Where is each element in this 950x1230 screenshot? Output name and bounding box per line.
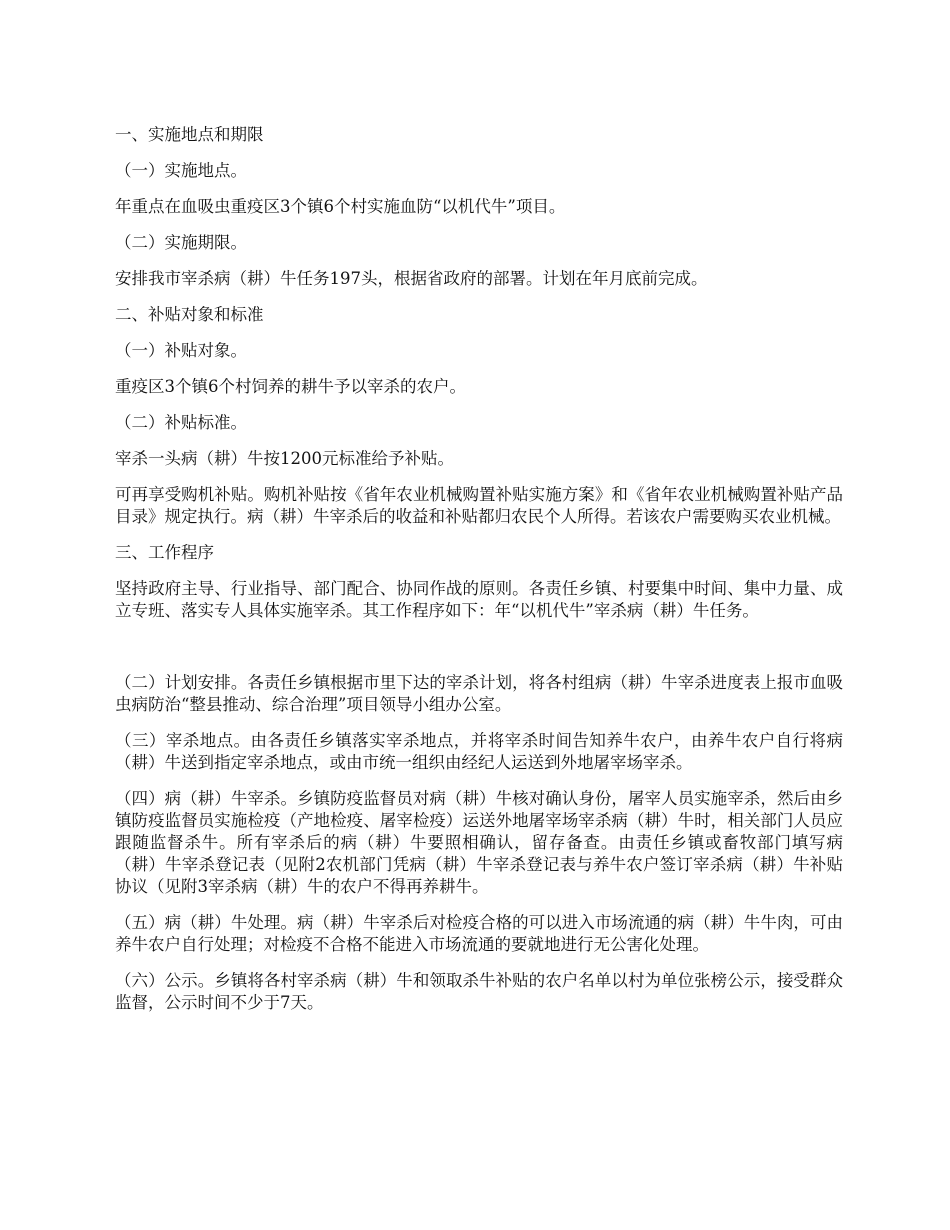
paragraph: （四）病（耕）牛宰杀。乡镇防疫监督员对病（耕）牛核对确认身份，屠宰人员实施宰杀，然后由乡镇防疫监督员实施检疫（产地检疫、屠宰检疫）运送外地屠宰场宰杀病（耕）牛时，相关部门人员应跟随监督杀牛。所有宰杀后的病（耕）牛要照相确认，留存备查。由责任乡镇或畜牧部门填写病（耕）牛宰杀登记表（见附2农机部门凭病（耕）牛宰杀登记表与养牛农户签订宰杀病（耕）牛补贴协议（见附3宰杀病（耕）牛的农户不得再养耕牛。 xyxy=(115,789,843,896)
paragraph: 坚持政府主导、行业指导、部门配合、协同作战的原则。各责任乡镇、村要集中时间、集中力量、成立专班、落实专人具体实施宰杀。其工作程序如下：年“以机代牛”宰杀病（耕）牛任务。 xyxy=(115,579,843,620)
paragraph: （六）公示。乡镇将各村宰杀病（耕）牛和领取杀牛补贴的农户名单以村为单位张榜公示，接受群众监督，公示时间不少于7天。 xyxy=(115,971,843,1012)
paragraph: 重疫区3个镇6个村饲养的耕牛予以宰杀的农户。 xyxy=(115,377,466,396)
subsection-heading: （一）补贴对象。 xyxy=(115,341,247,360)
section-heading: 一、实施地点和期限 xyxy=(115,125,264,144)
section-heading: 三、工作程序 xyxy=(115,543,214,562)
subsection-heading: （二）补贴标准。 xyxy=(115,413,247,432)
paragraph: （二）计划安排。各责任乡镇根据市里下达的宰杀计划，将各村组病（耕）牛宰杀进度表上报市血吸虫病防治“整县推动、综合治理”项目领导小组办公室。 xyxy=(115,673,843,714)
paragraph: 宰杀一头病（耕）牛按1200元标准给予补贴。 xyxy=(115,449,454,468)
subsection-heading: （二）实施期限。 xyxy=(115,233,247,252)
paragraph: （五）病（耕）牛处理。病（耕）牛宰杀后对检疫合格的可以进入市场流通的病（耕）牛牛肉，可由养牛农户自行处理；对检疫不合格不能进入市场流通的要就地进行无公害化处理。 xyxy=(115,913,843,954)
document-body xyxy=(115,124,843,1028)
paragraph: 年重点在血吸虫重疫区3个镇6个村实施血防“以机代牛”项目。 xyxy=(115,197,566,216)
paragraph: 安排我市宰杀病（耕）牛任务197头，根据省政府的部署。计划在年月底前完成。 xyxy=(115,269,708,288)
blank-gap xyxy=(115,636,843,672)
paragraph: （三）宰杀地点。由各责任乡镇落实宰杀地点，并将宰杀时间告知养牛农户，由养牛农户自行将病（耕）牛送到指定宰杀地点，或由市统一组织由经纪人运送到外地屠宰场宰杀。 xyxy=(115,731,843,772)
subsection-heading: （一）实施地点。 xyxy=(115,161,247,180)
section-heading: 二、补贴对象和标准 xyxy=(115,305,264,324)
paragraph: 可再享受购机补贴。购机补贴按《省年农业机械购置补贴实施方案》和《省年农业机械购置补贴产品目录》规定执行。病（耕）牛宰杀后的收益和补贴都归农民个人所得。若该农户需要购买农业机械。 xyxy=(115,485,843,526)
